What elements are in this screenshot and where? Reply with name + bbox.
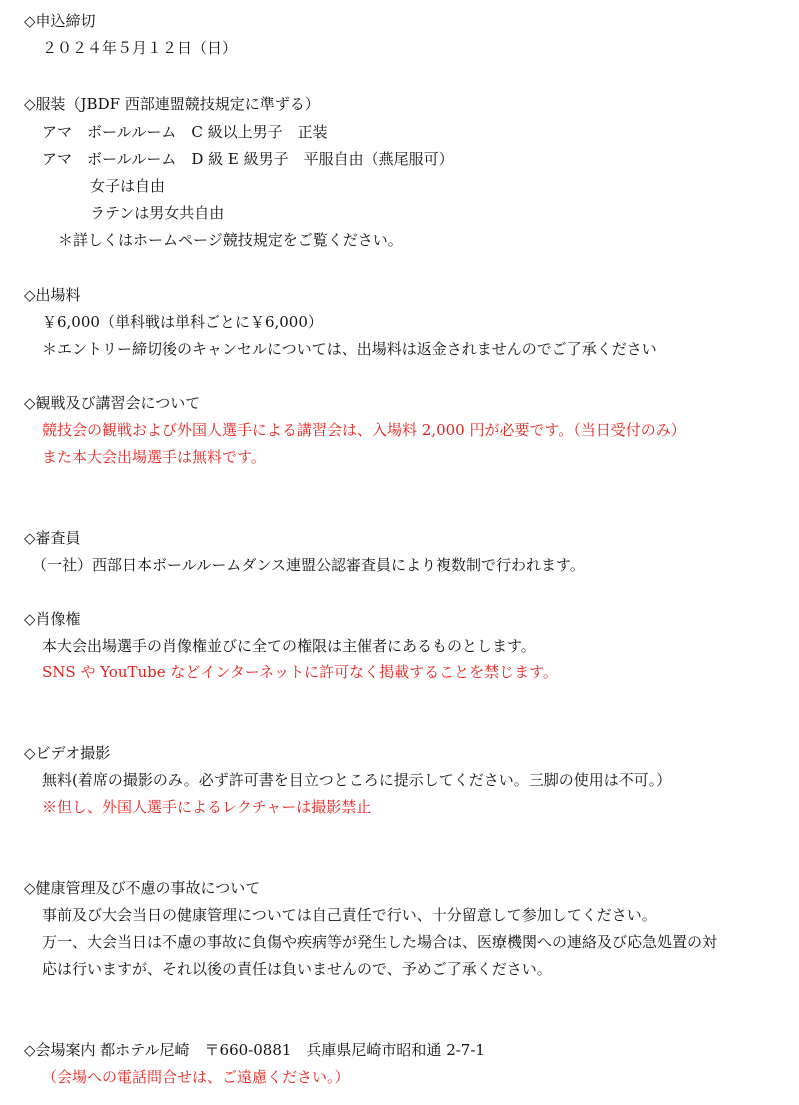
- health-line-3: 応は行いますが、それ以後の責任は負いませんので、予めご了承ください。: [42, 960, 552, 978]
- deadline-date: ２０２４年５月１２日（日）: [42, 39, 238, 57]
- venue-heading: ◇会場案内 都ホテル尼崎 〒660-0881 兵庫県尼崎市昭和通 2-7-1: [24, 1041, 485, 1059]
- viewing-line-2: また本大会出場選手は無料です。: [42, 448, 266, 466]
- health-heading: ◇健康管理及び不慮の事故について: [24, 879, 261, 897]
- judges-heading: ◇審査員: [24, 529, 81, 547]
- judges-line-1: （一社）西部日本ボールルームダンス連盟公認審査員により複数制で行われます。: [32, 556, 585, 574]
- viewing-line-1: 競技会の観戦および外国人選手による講習会は、入場料 2,000 円が必要です。（当日受付のみ）: [42, 421, 686, 439]
- fee-line-1: ￥6,000（単科戦は単科ごとに￥6,000）: [42, 313, 323, 331]
- dress-line-2: アマ ボールルーム D 級 E 級男子 平服自由（燕尾服可）: [42, 150, 454, 168]
- dress-line-4: ラテンは男女共自由: [90, 204, 225, 222]
- portrait-heading: ◇肖像権: [24, 610, 81, 628]
- portrait-line-2: SNS や YouTube などインターネットに許可なく掲載することを禁じます。: [42, 663, 558, 681]
- video-line-1: 無料(着席の撮影のみ。必ず許可書を目立つところに提示してください。三脚の使用は不可。）: [42, 771, 672, 789]
- fee-note: ＊エントリー締切後のキャンセルについては、出場料は返金されませんのでご了承ください: [42, 340, 657, 358]
- viewing-heading: ◇観戦及び講習会について: [24, 394, 201, 412]
- fee-heading: ◇出場料: [24, 286, 81, 304]
- portrait-line-1: 本大会出場選手の肖像権並びに全ての権限は主催者にあるものとします。: [42, 637, 536, 655]
- video-heading: ◇ビデオ撮影: [24, 744, 111, 762]
- health-line-1: 事前及び大会当日の健康管理については自己責任で行い、十分留意して参加してください。: [42, 906, 657, 924]
- dress-line-1: アマ ボールルーム C 級以上男子 正装: [42, 123, 328, 141]
- video-line-2: ※但し、外国人選手によるレクチャーは撮影禁止: [42, 798, 372, 816]
- health-line-2: 万一、大会当日は不慮の事故に負傷や疾病等が発生した場合は、医療機関への連絡及び応急処置の対: [42, 933, 718, 951]
- dress-line-3: 女子は自由: [90, 177, 166, 195]
- deadline-heading: ◇申込締切: [24, 12, 96, 30]
- venue-note: （会場への電話問合せは、ご遠慮ください。）: [42, 1068, 350, 1086]
- dress-heading: ◇服装（JBDF 西部連盟競技規定に準ずる）: [24, 95, 320, 113]
- dress-note: ＊詳しくはホームページ競技規定をご覧ください。: [58, 231, 403, 249]
